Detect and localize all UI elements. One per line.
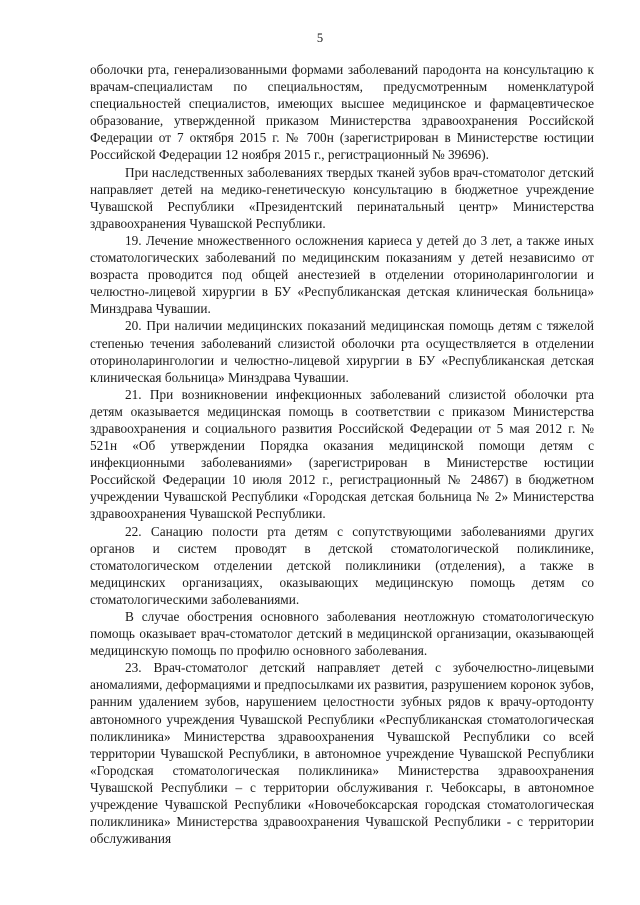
paragraph-exacerbation: В случае обострения основного заболевания неотложную стоматологическую помощь оказывает врач-стоматолог детский в медицинской организации, оказывающей медицинскую помощь по профилю основного заболевания. bbox=[90, 609, 594, 659]
document-body bbox=[90, 61, 594, 847]
paragraph-hereditary-diseases: При наследственных заболеваниях твердых тканей зубов врач-стоматолог детский направляет детей на медико-генетическую консультацию в бюджетное учреждение Чувашской Республики «Президентский перинатальный центр» Министерства здравоохранения Чувашской Республики. bbox=[90, 164, 594, 231]
paragraph-item-21: 21. При возникновении инфекционных заболеваний слизистой оболочки рта детям оказывается медицинская помощь в соответствии с приказом Министерства здравоохранения и социального развития Российской Федерации от 5 мая 2012 г. № 521н «Об утверждении Порядка оказания медицинской помощи детям с инфекционными заболеваниями» (зарегистрирован в Министерстве юстиции Российской Федерации 10 июля 2012 г., регистрационный № 24867) в бюджетном учреждении Чувашской Республики «Городская детская больница № 2» Министерства здравоохранения Чувашской Республики. bbox=[90, 386, 594, 522]
paragraph-item-20: 20. При наличии медицинских показаний медицинская помощь детям с тяжелой степенью течения заболеваний слизистой оболочки рта осуществляется в отделении оториноларингологии и челюстно-лицевой хирургии в БУ «Республиканская детская клиническая больница» Минздрава Чувашии. bbox=[90, 318, 594, 385]
paragraph-item-19: 19. Лечение множественного осложнения кариеса у детей до 3 лет, а также иных стоматологических заболеваний по медицинским показаниям у детей независимо от возраста проводится под общей анестезией в отделении оториноларингологии и челюстно-лицевой хирургии в БУ «Республиканская детская клиническая больница» Минздрава Чувашии. bbox=[90, 232, 594, 317]
paragraph-item-23: 23. Врач-стоматолог детский направляет детей с зубочелюстно-лицевыми аномалиями, деформациями и предпосылками их развития, разрушением коронок зубов, ранним удалением зубов, нарушением целостности зубных рядов к врачу-ортодонту автономного учреждения Чувашской Республики «Республиканская стоматологическая поликлиника» Министерства здравоохранения Чувашской Республики со всей территории Чувашской Республики, в автономное учреждение Чувашской Республики «Городская стоматологическая поликлиника» Министерства здравоохранения Чувашской Республики – с территории обслуживания г. Чебоксары, в автономное учреждение Чувашской Республики «Новочебоксарская городская стоматологическая поликлиника» Министерства здравоохранения Чувашской Республики - с территории обслуживания bbox=[90, 660, 594, 847]
paragraph-continuation: оболочки рта, генерализованными формами заболеваний пародонта на консультацию к врачам-специалистам по специальностям, предусмотренным номенклатурой специальностей специалистов, имеющих высшее медицинское и фармацевтическое образование, утвержденной приказом Министерства здравоохранения Российской Федерации от 7 октября 2015 г. № 700н (зарегистрирован в Министерстве юстиции Российской Федерации 12 ноября 2015 г., регистрационный № 39696). bbox=[90, 62, 594, 163]
page-number: 5 bbox=[316, 31, 324, 45]
paragraph-item-22: 22. Санацию полости рта детям с сопутствующими заболеваниями других органов и систем проводят в детской стоматологической поликлинике, стоматологическом отделении детской поликлиники (отделения), а также в медицинских организациях, оказывающих медицинскую помощь детям со стоматологическими заболеваниями. bbox=[90, 523, 594, 607]
